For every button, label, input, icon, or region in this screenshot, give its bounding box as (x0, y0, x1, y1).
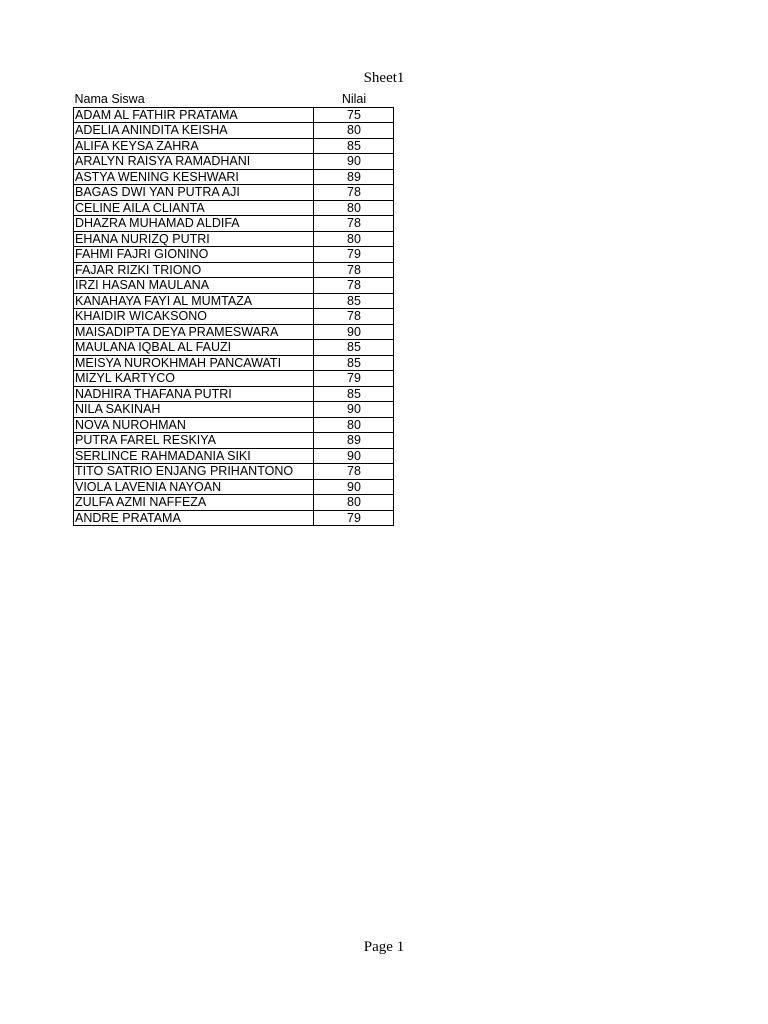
page-footer: Page 1 (363, 939, 405, 955)
student-score-cell: 80 (314, 417, 394, 433)
student-name-cell: FAJAR RIZKI TRIONO (74, 262, 314, 278)
student-score-cell: 80 (314, 200, 394, 216)
student-score-cell: 80 (314, 495, 394, 511)
student-name-cell: ZULFA AZMI NAFFEZA (74, 495, 314, 511)
student-score-cell: 78 (314, 278, 394, 294)
table-row (74, 169, 394, 185)
table-row (74, 200, 394, 216)
table-row (74, 371, 394, 387)
student-name-cell: BAGAS DWI YAN PUTRA AJI (74, 185, 314, 201)
table-row (74, 185, 394, 201)
student-name-cell: NILA SAKINAH (74, 402, 314, 418)
student-score-cell: 78 (314, 185, 394, 201)
table-row (74, 386, 394, 402)
table-row (74, 324, 394, 340)
table-row (74, 123, 394, 139)
student-name-cell: CELINE AILA CLIANTA (74, 200, 314, 216)
student-score-cell: 90 (314, 324, 394, 340)
table-row (74, 495, 394, 511)
student-name-cell: FAHMI FAJRI GIONINO (74, 247, 314, 263)
student-name-cell: MIZYL KARTYCO (74, 371, 314, 387)
column-header-score: Nilai (341, 92, 367, 106)
student-name-cell: ADAM AL FATHIR PRATAMA (74, 107, 314, 123)
student-name-cell: MEISYA NUROKHMAH PANCAWATI (74, 355, 314, 371)
student-score-table (73, 92, 394, 526)
table-row (74, 355, 394, 371)
student-name-cell: ALIFA KEYSA ZAHRA (74, 138, 314, 154)
student-score-cell: 78 (314, 464, 394, 480)
student-score-cell: 80 (314, 123, 394, 139)
table-row (74, 231, 394, 247)
student-score-cell: 79 (314, 247, 394, 263)
student-name-cell: MAULANA IQBAL AL FAUZI (74, 340, 314, 356)
student-name-cell: SERLINCE RAHMADANIA SIKI (74, 448, 314, 464)
student-name-cell: IRZI HASAN MAULANA (74, 278, 314, 294)
table-row (74, 479, 394, 495)
table-header-row (74, 92, 394, 107)
student-score-cell: 89 (314, 433, 394, 449)
student-score-cell: 85 (314, 138, 394, 154)
student-name-cell: NOVA NUROHMAN (74, 417, 314, 433)
student-name-cell: TITO SATRIO ENJANG PRIHANTONO (74, 464, 314, 480)
table-row (74, 107, 394, 123)
student-name-cell: VIOLA LAVENIA NAYOAN (74, 479, 314, 495)
table-row (74, 309, 394, 325)
student-name-cell: NADHIRA THAFANA PUTRI (74, 386, 314, 402)
student-name-cell: MAISADIPTA DEYA PRAMESWARA (74, 324, 314, 340)
table-row (74, 433, 394, 449)
student-score-cell: 90 (314, 154, 394, 170)
student-score-cell: 89 (314, 169, 394, 185)
table-row (74, 247, 394, 263)
student-name-cell: ANDRE PRATAMA (74, 510, 314, 526)
table-row (74, 402, 394, 418)
student-name-cell: PUTRA FAREL RESKIYA (74, 433, 314, 449)
student-name-cell: DHAZRA MUHAMAD ALDIFA (74, 216, 314, 232)
student-score-cell: 80 (314, 231, 394, 247)
table-row (74, 510, 394, 526)
student-name-cell: ASTYA WENING KESHWARI (74, 169, 314, 185)
student-score-cell: 85 (314, 355, 394, 371)
student-score-cell: 78 (314, 216, 394, 232)
table-row (74, 464, 394, 480)
student-name-cell: KANAHAYA FAYI AL MUMTAZA (74, 293, 314, 309)
student-name-cell: EHANA NURIZQ PUTRI (74, 231, 314, 247)
student-score-cell: 79 (314, 371, 394, 387)
table-row (74, 448, 394, 464)
student-score-cell: 78 (314, 262, 394, 278)
student-score-cell: 78 (314, 309, 394, 325)
student-name-cell: KHAIDIR WICAKSONO (74, 309, 314, 325)
table-row (74, 417, 394, 433)
student-score-cell: 85 (314, 340, 394, 356)
table-body (74, 107, 394, 526)
table-row (74, 340, 394, 356)
table-row (74, 138, 394, 154)
student-score-cell: 90 (314, 402, 394, 418)
student-score-cell: 79 (314, 510, 394, 526)
student-score-cell: 85 (314, 293, 394, 309)
sheet-title: Sheet1 (363, 70, 405, 86)
table-row (74, 216, 394, 232)
column-header-name: Nama Siswa (74, 92, 145, 106)
student-score-cell: 90 (314, 448, 394, 464)
table-row (74, 293, 394, 309)
student-score-cell: 90 (314, 479, 394, 495)
student-score-cell: 75 (314, 107, 394, 123)
table-row (74, 262, 394, 278)
table-row (74, 278, 394, 294)
table-row (74, 154, 394, 170)
student-score-cell: 85 (314, 386, 394, 402)
student-name-cell: ARALYN RAISYA RAMADHANI (74, 154, 314, 170)
student-name-cell: ADELIA ANINDITA KEISHA (74, 123, 314, 139)
